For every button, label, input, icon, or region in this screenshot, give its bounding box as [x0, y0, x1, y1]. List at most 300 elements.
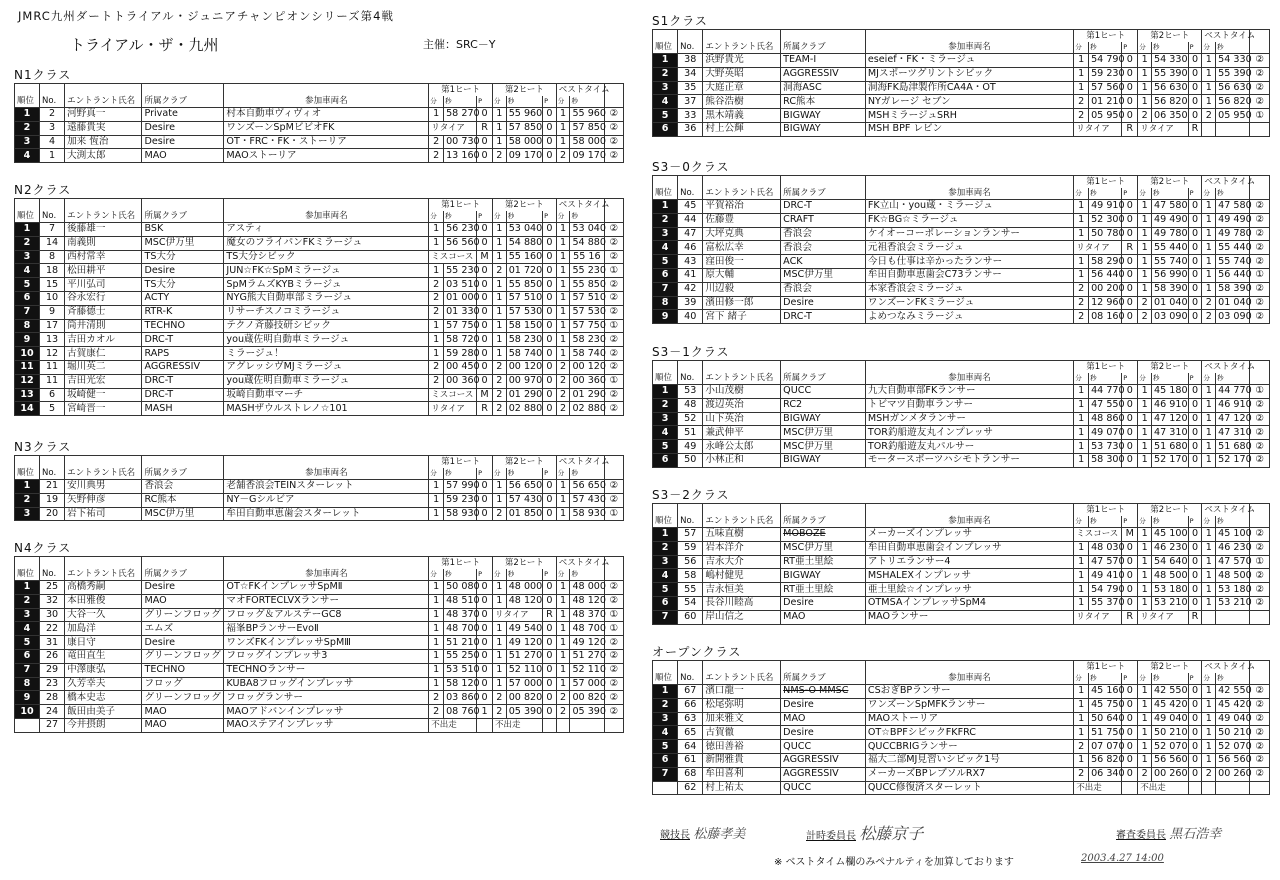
vehicle-name: TECHNOランサー	[224, 663, 429, 677]
heat2-minutes: 1	[1138, 54, 1152, 68]
heat2-penalty: 0	[543, 493, 557, 507]
car-number: 6	[40, 388, 65, 402]
best-minutes: 2	[556, 374, 570, 388]
vehicle-name: メーカーズインプレッサ	[865, 528, 1073, 542]
heat2-status: 不出走	[1138, 781, 1188, 795]
car-number: 61	[678, 753, 703, 767]
best-sec-header: 秒	[1216, 673, 1250, 685]
result-row	[15, 360, 624, 374]
result-row	[653, 398, 1270, 412]
heat1-seconds: 49 410	[1089, 569, 1122, 583]
best-seconds: 56 440	[1216, 268, 1250, 282]
entrant-name: 加来 恆治	[65, 135, 142, 149]
car-number: 4	[40, 135, 65, 149]
heat2-penalty: 0	[1188, 200, 1202, 214]
heat1-seconds: 51 210	[444, 636, 477, 650]
heat1-penalty: 0	[1122, 200, 1138, 214]
heat1-seconds: 13 160	[444, 149, 477, 163]
entrant-name: 兼武伸平	[703, 426, 781, 440]
club-name: MSC伊万里	[781, 440, 866, 454]
club-name: ACK	[781, 255, 866, 269]
rank-cell: 7	[15, 663, 40, 677]
heat1-minutes: 1	[429, 236, 444, 250]
rank-header-top	[653, 176, 678, 188]
vehicle-name: マオFORTECLVXランサー	[224, 594, 429, 608]
best-seconds: 57 430	[570, 493, 604, 507]
best-min-header: 分	[556, 211, 570, 223]
best-header: ベストタイム	[1202, 30, 1250, 42]
rank-cell: 6	[653, 753, 678, 767]
vehicle-name: 本家香浪会ミラージュ	[865, 282, 1073, 296]
car-number: 40	[678, 310, 703, 324]
result-row	[15, 108, 624, 122]
vehicle-name: eseief・FK・ミラージュ	[865, 54, 1073, 68]
entrant-name: 大渕太郎	[65, 149, 142, 163]
best-heat-mark: ②	[1250, 698, 1270, 712]
heat2-penalty	[1188, 781, 1202, 795]
heat1-p-header: P	[477, 569, 493, 581]
heat1-penalty: 0	[477, 291, 493, 305]
best-seconds: 47 310	[1216, 426, 1250, 440]
heat1-minutes: 1	[1074, 268, 1089, 282]
club-name: Desire	[781, 698, 866, 712]
heat1-minutes: 2	[429, 360, 444, 374]
best-seconds: 44 770	[1216, 385, 1250, 399]
heat2-sec-header: 秒	[1152, 516, 1189, 528]
mark-header	[1250, 673, 1270, 685]
class-title: S3－1クラス	[652, 345, 730, 359]
vehicle-header-top	[865, 30, 1073, 42]
club-name: Private	[142, 108, 224, 122]
heat2-p-header: P	[543, 468, 557, 480]
heat2-seconds: 01 720	[506, 264, 542, 278]
class-section	[14, 541, 624, 733]
rank-cell: 6	[653, 268, 678, 282]
vehicle-name: 牟田自動車恵歯会スターレット	[224, 507, 429, 521]
heat1-penalty: 0	[477, 360, 493, 374]
vehicle-name: TOR釣船遊友丸パルサー	[865, 440, 1073, 454]
entrant-name: 岩本洋介	[703, 541, 781, 555]
rank-header-top	[653, 504, 678, 516]
heat2-penalty: 0	[543, 121, 557, 135]
result-row	[653, 596, 1270, 610]
vehicle-name: MJスポーツグリントシビック	[865, 67, 1073, 81]
heat2-header: 第2ヒート	[1138, 504, 1202, 516]
rank-header-top	[653, 30, 678, 42]
entrant-name: 古賀徹	[703, 726, 781, 740]
heat2-minutes: 1	[1138, 528, 1152, 542]
entrant-name: 斉藤德士	[65, 305, 142, 319]
car-number: 24	[40, 705, 65, 719]
best-minutes: 1	[1202, 426, 1216, 440]
heat2-penalty: 0	[543, 319, 557, 333]
best-minutes: 1	[1202, 412, 1216, 426]
best-heat-mark: ②	[1250, 712, 1270, 726]
heat2-min-header: 分	[493, 211, 507, 223]
club-header: 所属クラブ	[781, 42, 866, 54]
no-header-top	[678, 661, 703, 673]
best-minutes: 1	[556, 278, 570, 292]
heat1-penalty: 0	[477, 663, 493, 677]
rank-cell: 7	[653, 282, 678, 296]
heat2-minutes: 1	[1138, 555, 1152, 569]
heat2-penalty: 0	[543, 374, 557, 388]
heat2-seconds: 55 390	[1152, 67, 1189, 81]
club-name: MSC伊万里	[142, 236, 224, 250]
best-heat-mark: ②	[604, 291, 623, 305]
best-minutes: 1	[1202, 67, 1216, 81]
best-heat-mark: ②	[604, 149, 623, 163]
class-section	[14, 440, 624, 521]
best-heat-mark: ②	[1250, 213, 1270, 227]
best-minutes: 2	[556, 402, 570, 416]
best-seconds: 56 630	[1216, 81, 1250, 95]
heat1-minutes: 2	[1074, 740, 1089, 754]
club-header-top	[142, 199, 224, 211]
entrant-name: 中澤康弘	[65, 663, 142, 677]
heat1-penalty: 0	[477, 135, 493, 149]
heat1-seconds: 55 370	[1089, 596, 1122, 610]
heat1-minutes: 1	[1074, 453, 1089, 467]
no-header: No.	[40, 96, 65, 108]
no-header: No.	[678, 516, 703, 528]
heat1-penalty: R	[1122, 610, 1138, 624]
club-name: MSC伊万里	[142, 507, 224, 521]
heat1-penalty: 0	[477, 594, 493, 608]
no-header-top	[678, 504, 703, 516]
heat2-seconds: 48 500	[1152, 569, 1189, 583]
rank-cell: 6	[15, 291, 40, 305]
heat1-status: 不出走	[429, 718, 477, 732]
vehicle-name: 老舗香浪会TEINスターレット	[224, 480, 429, 494]
car-number: 43	[678, 255, 703, 269]
heat2-penalty: R	[1188, 610, 1202, 624]
result-row	[653, 282, 1270, 296]
heat1-penalty: 1	[477, 705, 493, 719]
heat1-seconds: 51 750	[1089, 726, 1122, 740]
heat2-seconds: 51 680	[1152, 440, 1189, 454]
car-number: 28	[40, 691, 65, 705]
heat2-seconds: 00 260	[1152, 767, 1189, 781]
vehicle-name: アスティ	[224, 223, 429, 237]
heat1-seconds: 59 230	[444, 493, 477, 507]
car-number: 13	[40, 333, 65, 347]
heat2-penalty: 0	[1188, 81, 1202, 95]
best-minutes: 2	[556, 360, 570, 374]
heat1-seconds: 47 570	[1089, 555, 1122, 569]
heat1-min-header: 分	[1074, 42, 1089, 54]
best-heat-mark: ②	[1250, 54, 1270, 68]
best-seconds: 55 960	[570, 108, 604, 122]
entrant-name: 岸山信之	[703, 610, 781, 624]
heat1-seconds: 49 070	[1089, 426, 1122, 440]
heat2-seconds: 58 150	[506, 319, 542, 333]
best-minutes: 1	[1202, 282, 1216, 296]
heat2-penalty: 0	[543, 264, 557, 278]
heat2-seconds: 49 040	[1152, 712, 1189, 726]
rank-cell: 3	[653, 712, 678, 726]
club-name: 香浪会	[781, 227, 866, 241]
heat1-penalty: 0	[1122, 767, 1138, 781]
best-minutes: 1	[556, 333, 570, 347]
heat2-penalty: 0	[1188, 412, 1202, 426]
result-row	[653, 255, 1270, 269]
vehicle-name: フロッグ＆アルステーGC8	[224, 608, 429, 622]
result-row	[15, 135, 624, 149]
best-header: ベストタイム	[1202, 176, 1250, 188]
entrant-name: 岩下祐司	[65, 507, 142, 521]
heat2-penalty: 0	[1188, 528, 1202, 542]
result-row	[15, 347, 624, 361]
heat1-minutes: 1	[1074, 385, 1089, 399]
heat1-header: 第1ヒート	[1074, 30, 1138, 42]
heat2-minutes: 1	[493, 622, 507, 636]
best-minutes: 1	[1202, 453, 1216, 467]
entrant-name: 佐藤豊	[703, 213, 781, 227]
club-name: MAO	[142, 705, 224, 719]
club-name: ACTY	[142, 291, 224, 305]
heat2-seconds: 55 850	[506, 278, 542, 292]
rank-cell: 11	[15, 360, 40, 374]
heat1-seconds: 00 360	[444, 374, 477, 388]
result-row	[15, 718, 624, 732]
heat1-min-header: 分	[429, 96, 444, 108]
rank-header-top	[15, 456, 40, 468]
club-name: TS大分	[142, 250, 224, 264]
best-minutes: 2	[556, 705, 570, 719]
heat1-minutes: 1	[429, 608, 444, 622]
entrant-header: エントラント氏名	[703, 516, 781, 528]
heat1-penalty: 0	[1122, 54, 1138, 68]
rank-header: 順位	[653, 42, 678, 54]
result-row	[653, 109, 1270, 123]
heat2-minutes: 1	[1138, 241, 1152, 255]
heat2-minutes: 1	[1138, 213, 1152, 227]
heat2-sec-header: 秒	[1152, 42, 1189, 54]
result-row	[15, 374, 624, 388]
heat2-minutes: 1	[493, 135, 507, 149]
best-seconds: 00 120	[570, 360, 604, 374]
entrant-name: 松尾弥明	[703, 698, 781, 712]
heat1-p-header: P	[477, 468, 493, 480]
best-heat-mark: ②	[1250, 583, 1270, 597]
signed-date: 2003.4.27 14:00	[1081, 853, 1164, 864]
rank-cell: 13	[15, 388, 40, 402]
best-heat-mark: ②	[604, 223, 623, 237]
entrant-header: エントラント氏名	[703, 188, 781, 200]
heat2-min-header: 分	[493, 468, 507, 480]
heat1-penalty: M	[477, 250, 493, 264]
heat1-seconds: 54 790	[1089, 583, 1122, 597]
heat2-penalty: 0	[1188, 67, 1202, 81]
heat1-sec-header: 秒	[1089, 188, 1122, 200]
heat2-minutes: 1	[1138, 385, 1152, 399]
result-row	[15, 291, 624, 305]
entrant-name: 渡辺英治	[703, 398, 781, 412]
car-number: 3	[40, 121, 65, 135]
vehicle-name: トビマツ自動車ランサー	[865, 398, 1073, 412]
club-name: Desire	[781, 726, 866, 740]
entrant-header-top	[703, 176, 781, 188]
best-seconds: 00 360	[570, 374, 604, 388]
heat1-seconds: 57 750	[444, 319, 477, 333]
heat2-minutes: 2	[1138, 296, 1152, 310]
vehicle-name: OTMSAインプレッサSpM4	[865, 596, 1073, 610]
club-name: 香浪会	[781, 241, 866, 255]
heat2-min-header: 分	[1138, 516, 1152, 528]
heat1-penalty: 0	[1122, 282, 1138, 296]
heat2-penalty: R	[543, 608, 557, 622]
best-seconds: 54 330	[1216, 54, 1250, 68]
best-minutes: 1	[1202, 440, 1216, 454]
car-number: 46	[678, 241, 703, 255]
entrant-name: 大谷一久	[65, 608, 142, 622]
club-name: NMS-O MMSC	[781, 685, 866, 699]
rank-cell: 2	[653, 213, 678, 227]
car-number: 42	[678, 282, 703, 296]
heat2-seconds: 03 090	[1152, 310, 1189, 324]
heat1-penalty: R	[477, 121, 493, 135]
club-name: QUCC	[781, 385, 866, 399]
results-table	[652, 660, 1270, 795]
heat2-minutes: 2	[493, 691, 507, 705]
best-header: ベストタイム	[556, 84, 604, 96]
heat1-penalty: 0	[1122, 310, 1138, 324]
entrant-name: 小山茂樹	[703, 385, 781, 399]
best-heat-mark: ②	[1250, 569, 1270, 583]
heat1-minutes: 1	[429, 622, 444, 636]
heat1-minutes: 1	[429, 319, 444, 333]
rank-header-top	[653, 661, 678, 673]
heat1-penalty: 0	[477, 374, 493, 388]
heat1-min-header: 分	[1074, 516, 1089, 528]
heat2-penalty: 0	[1188, 109, 1202, 123]
result-row	[15, 691, 624, 705]
heat1-minutes: 2	[429, 691, 444, 705]
heat2-minutes: 1	[493, 223, 507, 237]
result-row	[15, 264, 624, 278]
best-heat-mark: ②	[604, 663, 623, 677]
car-number: 10	[40, 291, 65, 305]
result-row	[653, 95, 1270, 109]
heat2-sec-header: 秒	[506, 569, 542, 581]
car-number: 22	[40, 622, 65, 636]
car-number: 36	[678, 122, 703, 136]
result-row	[15, 333, 624, 347]
heat2-penalty: 0	[1188, 268, 1202, 282]
best-seconds	[1216, 781, 1250, 795]
heat2-seconds: 52 110	[506, 663, 542, 677]
best-min-header: 分	[556, 468, 570, 480]
entrant-header: エントラント氏名	[703, 373, 781, 385]
best-heat-mark: ②	[1250, 685, 1270, 699]
best-seconds: 42 550	[1216, 685, 1250, 699]
result-row	[653, 385, 1270, 399]
club-name: 香浪会	[142, 480, 224, 494]
best-minutes: 1	[556, 636, 570, 650]
vehicle-name: 元祖香浪会ミラージュ	[865, 241, 1073, 255]
best-heat-mark: ②	[1250, 296, 1270, 310]
best-seconds: 58 230	[570, 333, 604, 347]
car-number: 58	[678, 569, 703, 583]
vehicle-header-top	[865, 661, 1073, 673]
no-header: No.	[40, 569, 65, 581]
best-seconds: 54 880	[570, 236, 604, 250]
heat1-minutes: 1	[429, 649, 444, 663]
results-table	[14, 556, 624, 733]
entrant-name: 吉田光宏	[65, 374, 142, 388]
heat2-seconds: 54 640	[1152, 555, 1189, 569]
heat2-minutes: 1	[1138, 95, 1152, 109]
heat1-seconds: 58 720	[444, 333, 477, 347]
vehicle-header: 参加車両名	[865, 42, 1073, 54]
heat1-status: リタイア	[429, 402, 477, 416]
heat1-seconds: 08 760	[444, 705, 477, 719]
heat2-minutes: 1	[1138, 426, 1152, 440]
best-seconds: 55 740	[1216, 255, 1250, 269]
best-sec-header: 秒	[570, 96, 604, 108]
vehicle-name: 洞海FK島津製作所CA4A・OT	[865, 81, 1073, 95]
entrant-name: 加来雅文	[703, 712, 781, 726]
heat1-seconds: 47 550	[1089, 398, 1122, 412]
vehicle-name: MASHザウルストレノ☆101	[224, 402, 429, 416]
club-name: MSC伊万里	[781, 426, 866, 440]
heat1-penalty: 0	[1122, 726, 1138, 740]
heat1-penalty	[1122, 781, 1138, 795]
car-number: 55	[678, 583, 703, 597]
result-row	[653, 685, 1270, 699]
heat2-minutes: 2	[1138, 767, 1152, 781]
entrant-name: 窪田俊一	[703, 255, 781, 269]
entrant-header-top	[703, 361, 781, 373]
best-sec-header: 秒	[1216, 42, 1250, 54]
results-table	[652, 29, 1270, 137]
entrant-name: 西村常幸	[65, 250, 142, 264]
car-number: 19	[40, 493, 65, 507]
best-minutes	[556, 718, 570, 732]
club-name: RTR-K	[142, 305, 224, 319]
entrant-header: エントラント氏名	[65, 96, 142, 108]
entrant-header-top	[65, 557, 142, 569]
car-number: 41	[678, 268, 703, 282]
heat1-seconds: 54 790	[1089, 54, 1122, 68]
entrant-name: 坂崎健一	[65, 388, 142, 402]
results-table	[14, 455, 624, 521]
heat1-minutes: 1	[1074, 255, 1089, 269]
heat1-sec-header: 秒	[1089, 42, 1122, 54]
best-heat-mark: ②	[1250, 740, 1270, 754]
club-header: 所属クラブ	[781, 188, 866, 200]
best-heat-mark	[604, 718, 623, 732]
heat2-seconds: 48 120	[506, 594, 542, 608]
club-name: QUCC	[781, 781, 866, 795]
best-heat-mark: ②	[1250, 241, 1270, 255]
best-heat-mark: ②	[604, 236, 623, 250]
best-heat-mark: ②	[1250, 282, 1270, 296]
best-minutes: 2	[556, 388, 570, 402]
best-seconds: 48 700	[570, 622, 604, 636]
heat1-penalty: 0	[477, 480, 493, 494]
rank-cell: 3	[653, 412, 678, 426]
heat1-penalty: 0	[477, 278, 493, 292]
car-number: 37	[678, 95, 703, 109]
entrant-name: 吉永恒美	[703, 583, 781, 597]
best-heat-mark: ②	[1250, 67, 1270, 81]
result-row	[653, 698, 1270, 712]
heat2-seconds: 53 180	[1152, 583, 1189, 597]
heat2-penalty: 0	[1188, 596, 1202, 610]
heat1-seconds: 00 450	[444, 360, 477, 374]
